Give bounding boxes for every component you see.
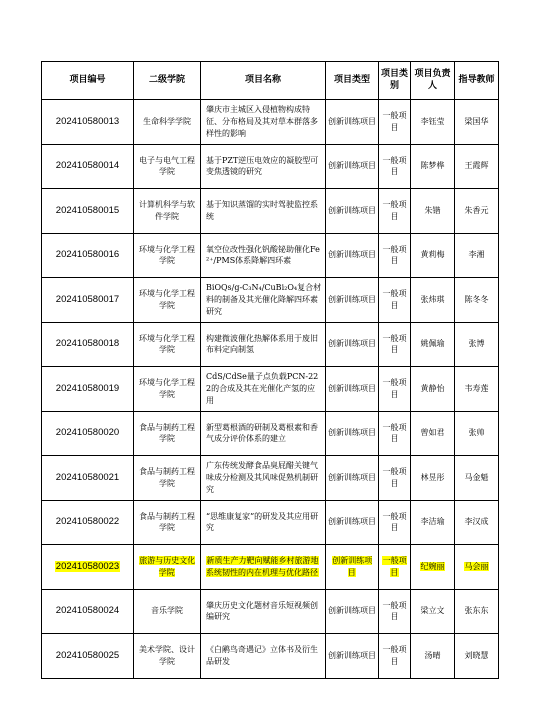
cell-project-type [326,634,379,679]
cell-project-name-text: CdS/CdSe量子点负载PCN-222的合成及其在光催化产氢的应用 [206,372,319,405]
cell-project-leader [411,545,455,590]
cell-project-id-text: 202410580020 [55,427,120,439]
cell-project-category-text: 一般项目 [382,333,407,355]
cell-advisor [455,144,499,189]
cell-college-text: 食品与制药工程学院 [139,511,195,533]
cell-project-name-text: 构建微波催化热解体系用于废旧布料定向制氢 [206,333,318,355]
cell-college-text: 计算机科学与软件学院 [139,200,195,221]
cell-project-category-text: 一般项目 [382,600,407,622]
header-project-name: 项目名称 [201,62,326,100]
cell-advisor-text: 张帅 [468,428,485,438]
cell-advisor-text: 王霞辉 [464,161,489,171]
cell-project-leader [411,189,455,234]
cell-college-text: 音乐学院 [151,606,183,616]
cell-project-name-text: 肇庆历史文化题材音乐短视频创编研究 [206,600,318,622]
table-row [42,100,499,145]
cell-project-type-text: 创新训练项目 [328,517,376,527]
cell-project-category [379,322,411,367]
cell-project-type-text: 创新训练项目 [328,161,376,171]
table-row [42,411,499,456]
cell-project-category [379,545,411,590]
cell-project-category [379,278,411,323]
cell-advisor-text: 韦寿莲 [464,383,489,393]
cell-college-text: 电子与电气工程学院 [139,155,195,177]
cell-project-id-text: 202410580015 [55,204,120,216]
cell-project-category [379,634,411,679]
cell-college-text: 旅游与历史文化学院 [139,556,196,577]
cell-advisor-text: 李汉成 [464,517,489,527]
cell-project-leader-text: 张炜琪 [420,294,445,304]
cell-advisor [455,500,499,545]
cell-project-type [326,367,379,412]
cell-project-id [42,144,134,189]
cell-project-type [326,322,379,367]
cell-advisor [455,278,499,323]
cell-advisor-text: 张博 [468,339,485,349]
cell-project-id [42,545,134,590]
cell-advisor-text: 马会丽 [464,561,489,571]
header-project-category: 项目类别 [379,62,411,100]
cell-project-id-text: 202410580017 [55,293,120,305]
cell-advisor [455,100,499,145]
cell-project-id [42,634,134,679]
cell-project-type-text: 创新训练项目 [328,606,376,616]
cell-project-leader-text: 李洁瑜 [420,517,445,527]
cell-project-id-text: 202410580014 [55,160,120,172]
cell-project-category-text: 一般项目 [382,422,407,444]
cell-project-id-text: 202410580022 [55,516,120,528]
cell-advisor-text: 刘晓慧 [464,650,489,660]
cell-project-leader-text: 梁立文 [420,606,445,616]
cell-advisor [455,367,499,412]
cell-project-category-text: 一般项目 [382,467,407,488]
cell-project-category [379,500,411,545]
cell-project-type [326,411,379,456]
cell-project-leader-text: 汤晴 [424,650,441,660]
cell-project-category [379,144,411,189]
cell-project-category-text: 一般项目 [382,155,407,177]
cell-project-id [42,500,134,545]
cell-college [134,189,201,234]
cell-project-leader [411,456,455,501]
cell-advisor [455,322,499,367]
cell-project-type-text: 创新训练项目 [328,383,376,393]
cell-project-leader-text: 姚佩瑜 [420,339,445,349]
cell-project-id-text: 202410580021 [55,471,120,483]
cell-advisor-text: 张东东 [464,606,489,616]
cell-advisor [455,189,499,234]
cell-advisor-text: 梁国华 [464,116,489,126]
cell-project-name [201,411,326,456]
table-row [42,233,499,278]
cell-project-leader-text: 朱锴 [424,205,441,215]
table-row [42,634,499,679]
cell-project-category-text: 一般项目 [382,556,407,577]
project-table [41,61,499,679]
cell-college-text: 环境与化学工程学院 [139,244,195,266]
cell-project-id [42,278,134,323]
cell-college [134,144,201,189]
cell-college-text: 生命科学学院 [143,116,191,126]
cell-project-category-text: 一般项目 [382,289,407,310]
cell-project-leader [411,100,455,145]
cell-project-leader [411,233,455,278]
cell-project-category-text: 一般项目 [382,511,407,533]
cell-project-leader [411,367,455,412]
cell-project-name-text: 氧空位改性强化钒酸铋助催化Fe²⁺/PMS体系降解四环素 [206,244,320,266]
cell-advisor-text: 李湘 [468,250,485,260]
cell-college [134,634,201,679]
cell-project-name-text: 基于PZT逆压电效应的凝胶型可变焦透镜的研究 [206,155,319,177]
cell-project-name-text: 新质生产力靶向赋能乡村旅游地系统韧性的内在机理与优化路径 [206,556,319,577]
table-row [42,500,499,545]
cell-advisor [455,411,499,456]
cell-project-name [201,500,326,545]
cell-college [134,589,201,634]
cell-project-type-text: 创新训练项目 [328,116,376,126]
cell-advisor [455,589,499,634]
cell-advisor [455,456,499,501]
cell-college [134,411,201,456]
table-row [42,367,499,412]
cell-project-name-text: BiOQs/g-C₃N₄/CuBi₂O₄复合材料的制备及其光催化降解四环素研究 [206,283,322,316]
cell-college [134,278,201,323]
cell-project-type-text: 创新训练项目 [328,205,376,215]
cell-project-category-text: 一般项目 [382,378,407,399]
cell-project-id [42,233,134,278]
cell-project-leader [411,589,455,634]
cell-project-name [201,456,326,501]
cell-project-leader-text: 李钰莹 [420,116,445,126]
cell-project-id-text: 202410580016 [55,249,120,261]
cell-project-leader-text: 林昱彤 [420,472,445,482]
cell-college [134,322,201,367]
document-page [41,61,499,679]
cell-advisor-text: 马金魁 [464,472,489,482]
cell-project-type-text: 创新训练项目 [328,650,376,660]
cell-project-name [201,100,326,145]
cell-project-category-text: 一般项目 [382,244,407,266]
cell-college-text: 环境与化学工程学院 [139,289,195,310]
cell-advisor-text: 朱香元 [464,205,489,215]
cell-project-leader [411,278,455,323]
cell-project-id-text: 202410580023 [55,560,120,572]
cell-project-leader [411,634,455,679]
table-row [42,589,499,634]
cell-project-name-text: 新型葛根酒的研制及葛根素和香气成分评价体系的建立 [206,422,318,444]
cell-advisor [455,634,499,679]
cell-college-text: 美术学院、设计学院 [139,645,195,666]
cell-project-name-text: 肇庆市主城区入侵植物构成特征、分布格局及其对草本群落多样性的影响 [206,105,318,138]
table-header-row [42,62,499,100]
cell-college-text: 食品与制药工程学院 [139,422,195,444]
table-row [42,545,499,590]
cell-project-id [42,589,134,634]
cell-advisor-text: 陈冬冬 [464,294,489,304]
cell-project-leader [411,411,455,456]
table-row [42,144,499,189]
cell-college-text: 环境与化学工程学院 [139,378,195,399]
cell-project-id-text: 202410580019 [55,382,120,394]
header-project-type: 项目类型 [326,62,379,100]
cell-project-name-text: 基于知识蒸馏的实时驾驶监控系统 [206,200,318,221]
cell-project-type [326,278,379,323]
cell-project-name [201,233,326,278]
cell-college [134,233,201,278]
cell-college [134,500,201,545]
cell-college [134,367,201,412]
cell-project-name [201,144,326,189]
cell-project-type [326,189,379,234]
cell-project-name [201,634,326,679]
cell-project-category-text: 一般项目 [382,111,407,132]
cell-project-name [201,189,326,234]
cell-college-text: 环境与化学工程学院 [139,333,195,355]
cell-project-type-text: 创新训练项目 [328,339,376,349]
table-body [42,100,499,679]
cell-project-category [379,233,411,278]
table-row [42,322,499,367]
cell-project-name-text: 《白鹇鸟奇遇记》立体书及衍生品研发 [206,645,318,666]
cell-project-id-text: 202410580013 [55,115,120,127]
cell-project-type [326,500,379,545]
cell-project-name-text: “思维康复家”的研发及其应用研究 [206,511,319,533]
cell-project-category-text: 一般项目 [382,200,407,221]
cell-project-id [42,322,134,367]
cell-project-leader-text: 陈梦桦 [420,161,445,171]
cell-project-category [379,367,411,412]
cell-college [134,545,201,590]
cell-project-id [42,411,134,456]
cell-advisor [455,233,499,278]
cell-project-id [42,100,134,145]
cell-project-name-text: 广东传统发酵食品臭屁醋关键气味成分检测及其风味促熟机制研究 [206,461,318,494]
cell-project-leader-text: 纪婉丽 [420,561,445,571]
header-project-id: 项目编号 [42,62,134,100]
cell-project-name [201,322,326,367]
cell-project-type-text: 创新训练项目 [332,556,373,577]
cell-project-name [201,545,326,590]
table-row [42,189,499,234]
cell-project-type [326,456,379,501]
cell-project-type [326,589,379,634]
header-college: 二级学院 [134,62,201,100]
table-row [42,278,499,323]
header-project-leader: 项目负责人 [411,62,455,100]
cell-project-type-text: 创新训练项目 [328,294,376,304]
cell-project-leader [411,322,455,367]
cell-project-category-text: 一般项目 [382,645,407,666]
cell-project-name [201,589,326,634]
cell-project-id-text: 202410580025 [55,649,120,661]
cell-project-category [379,189,411,234]
cell-college [134,456,201,501]
cell-project-id-text: 202410580024 [55,605,120,617]
cell-project-name [201,278,326,323]
cell-project-name [201,367,326,412]
cell-college [134,100,201,145]
cell-project-type-text: 创新训练项目 [328,250,376,260]
cell-project-type [326,233,379,278]
cell-project-id [42,189,134,234]
cell-project-leader-text: 黄莉梅 [420,250,445,260]
cell-project-category [379,411,411,456]
cell-project-leader [411,144,455,189]
cell-advisor [455,545,499,590]
header-advisor: 指导教师 [455,62,499,100]
cell-project-leader [411,500,455,545]
cell-project-type-text: 创新训练项目 [328,472,376,482]
cell-project-leader-text: 黄静怡 [420,383,445,393]
cell-project-type-text: 创新训练项目 [328,428,376,438]
cell-project-type [326,100,379,145]
cell-project-category [379,100,411,145]
cell-project-type [326,545,379,590]
cell-project-category [379,589,411,634]
cell-college-text: 食品与制药工程学院 [139,467,195,488]
cell-project-type [326,144,379,189]
cell-project-category [379,456,411,501]
cell-project-leader-text: 曾如君 [420,428,445,438]
cell-project-id [42,456,134,501]
table-row [42,456,499,501]
cell-project-id-text: 202410580018 [55,338,120,350]
cell-project-id [42,367,134,412]
